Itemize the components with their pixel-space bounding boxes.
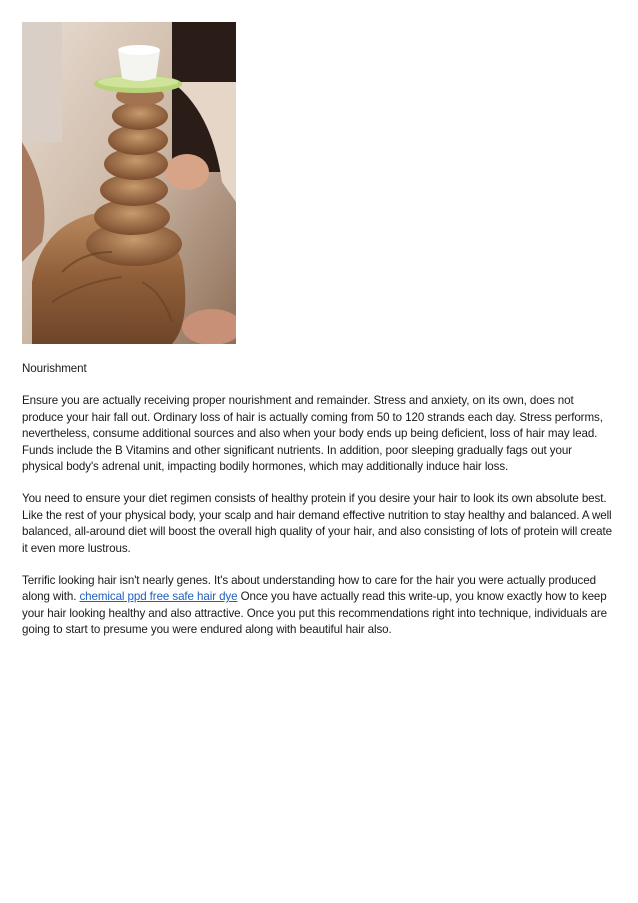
paragraph-protein: You need to ensure your diet regimen consists of healthy protein if you desire your hair to look its own absolute best. Like the rest of your physical body, your scalp and hair demand effective nutrition to stay healthy and balanced. A well balanced, all-around diet will boost the overall high quality of your hair, and also consisting of lots of protein will create it even more lustrous. bbox=[22, 492, 612, 555]
section-heading: Nourishment bbox=[22, 362, 87, 375]
hair-bun-photo bbox=[22, 22, 236, 344]
hair-dye-link[interactable]: chemical ppd free safe hair dye bbox=[79, 590, 238, 604]
paragraph-hair-care bbox=[22, 573, 616, 639]
paragraph-text-after-link: Once you have actually read this write-up, you know exactly how to keep your hair looking healthy and also attractive. Once you put this recommendations right into technique, individuals are going to start to presume you were endured along with beautiful hair also. bbox=[22, 590, 607, 637]
paragraph-text-before-link: Terrific looking hair isn't nearly genes. It's about understanding how to care for the hair you were actually produced along with. bbox=[22, 574, 596, 604]
paragraph-nourishment: Ensure you are actually receiving proper nourishment and remainder. Stress and anxiety, on its own, does not produce your hair fall out. Ordinary loss of hair is actually coming from 50 to 120 strands each day. Stress performs, nevertheless, consume additional sources and also when your body ends up being deficient, loss of hair may lead. Funds include the B Vitamins and other significant nutrients. In addition, poor sleeping gradually fags out your physical body's adrenal unit, impacting bodily hormones, which may additionally induce hair loss. bbox=[22, 394, 603, 474]
article-body bbox=[22, 361, 616, 655]
